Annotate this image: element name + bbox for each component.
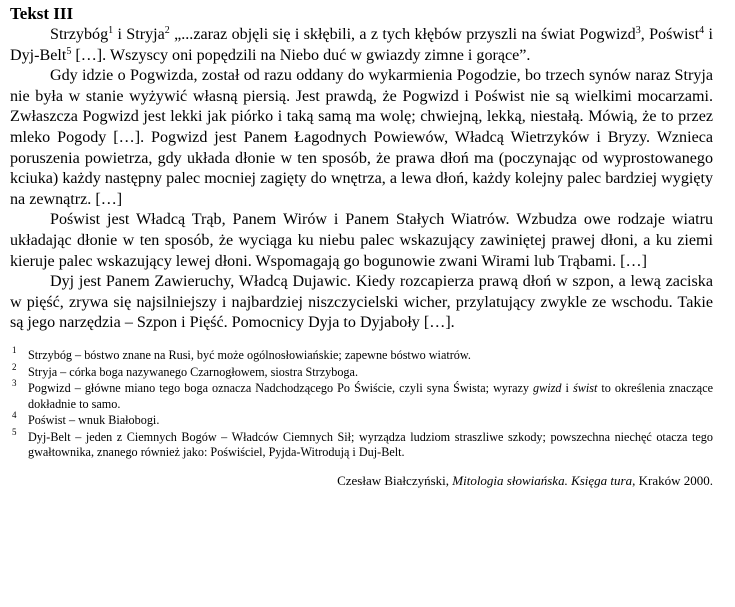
text-run: Dyj jest Panem Zawieruchy, Władcą Dujawic. Kiedy rozcapierza prawą dłoń w szpon, a lewą zaciska w pięść, zrywa się najsilniejszy i najbardziej niszczycielski wicher, przylatujący zwykle ze wschodu. Takie są jego narzędzia – Szpon i Pięść. Pomocnicy Dyja to Dyjaboły […].: [10, 273, 713, 332]
paragraph: [10, 25, 713, 66]
italic-term: gwizd: [533, 381, 562, 396]
footnote-number: 5: [12, 426, 17, 437]
footnote-ref: 2: [164, 25, 170, 36]
footnote-ref: 4: [699, 25, 705, 36]
text-run: […]. Wszyscy oni popędzili na Niebo duć w gwiazdy zimne i gorące”.: [71, 46, 531, 64]
text-run: Strzybóg: [50, 26, 109, 43]
citation-work: Mitologia słowiańska. Księga tura: [452, 473, 633, 489]
footnote: [10, 426, 713, 461]
citation: [10, 473, 713, 489]
paragraph: [10, 210, 713, 272]
text-title: Tekst III: [10, 4, 74, 23]
text-run: to określenia znaczące dokładnie to samo.: [28, 381, 714, 411]
footnote-number: 1: [12, 344, 17, 355]
text-run: Stryja – córka boga nazywanego Czarnogłowem, siostra Strzyboga.: [28, 364, 358, 379]
footnote-number: 4: [12, 410, 17, 421]
main-text: [10, 25, 713, 334]
citation-author: Czesław Białczyński,: [337, 473, 453, 489]
paragraph: [10, 272, 713, 334]
text-run: i: [561, 381, 573, 396]
citation-rest: , Kraków 2000.: [632, 473, 713, 489]
footnote-ref: 3: [635, 25, 641, 36]
footnote-ref: 5: [66, 45, 72, 57]
paragraph: [10, 66, 713, 210]
footnote-number: 2: [12, 361, 17, 372]
text-run: i Stryja: [113, 26, 165, 43]
text-run: , Poświst: [640, 26, 700, 43]
footnote-ref: 1: [108, 25, 114, 36]
footnote: [10, 410, 713, 429]
text-run: Poświst – wnuk Białobogi.: [28, 413, 160, 428]
footnote: [10, 344, 713, 364]
text-run: i Dyj-Belt: [10, 26, 713, 64]
text-run: „...zaraz objęli się i skłębili, a z tych kłębów przyszli na świat Pogwizd: [169, 26, 636, 43]
footnote: [10, 378, 714, 412]
footnote-number: 3: [12, 378, 17, 389]
footnote: [10, 361, 713, 381]
italic-term: świst: [572, 381, 598, 396]
text-run: Pogwizd – główne miano tego boga oznacza Nadchodzącego Po Świście, czyli syna Śwista; wyrazy: [28, 381, 534, 396]
text-run: Strzybóg – bóstwo znane na Rusi, być może ogólnosłowiańskie; zapewne bóstwo wiatrów.: [28, 347, 471, 362]
text-run: Dyj-Belt – jeden z Ciemnych Bogów – Władców Ciemnych Sił; wyrządza ludziom straszliwe szkody; powszechna niechęć otacza tego gwałtownika, znanego również jako: Poświściel, Pyjda-Witrodują i Duj-Belt.: [28, 429, 713, 460]
text-run: Poświst jest Władcą Trąb, Panem Wirów i Panem Stałych Wiatrów. Wzbudza owe rodzaje wiatru układając dłonie w ten sposób, że wyciąga ku niebu palec wskazujący zawiniętej prawej dłoni, a ku ziemi kieruje palec wskazujący lewej dłoni. Wspomagają go bogunowie zwani Wirami lub Trąbami. […]: [10, 211, 713, 270]
footnotes: [10, 344, 714, 461]
text-run: Gdy idzie o Pogwizda, został od razu oddany do wykarmienia Pogodzie, bo trzech synów naraz Stryja nie była w stanie wyżywić własną piersią. Jest prawdą, że Pogwizd i Poświst nie są wielkimi mocarzami. Zwłaszcza Pogwizd jest lekki jak piórko i taką samą ma wolę; chwiejną, lekką, niestałą. Mówią, że to przez mleko Pogody […]. Pogwizd jest Panem Łagodnych Powiewów, Władcą Wietrzyków i Bryzy. Wznieca poruszenia powietrza, gdy układa dłonie w ten sposób, że prawa dłoń ma (poczynając od wyprostowanego kciuka) każdy następny palec mocniej zagięty do wnętrza, a lewa dłoń, każdy kolejny palec bardziej wygięty na zewnątrz. […]: [10, 67, 713, 208]
